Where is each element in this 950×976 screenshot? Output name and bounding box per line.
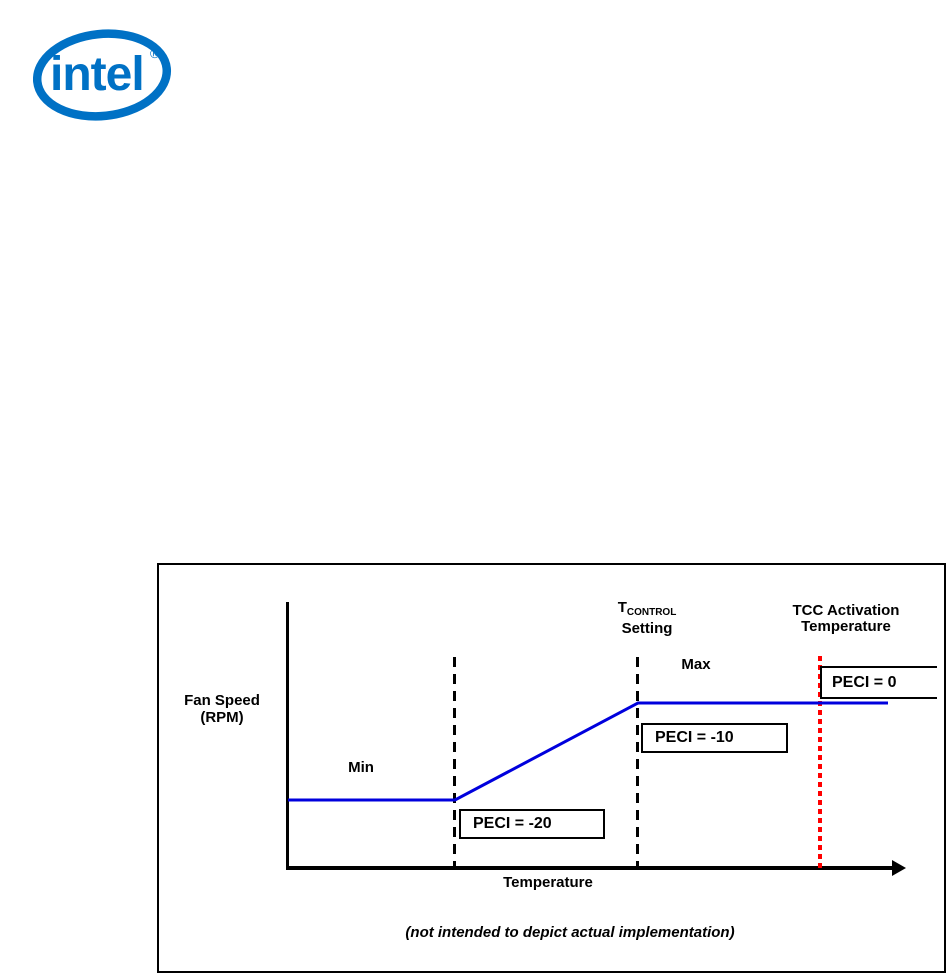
tcc-activation-label: [785, 603, 907, 635]
y-axis-label: [168, 692, 276, 726]
peci-minus10-box: [641, 723, 788, 753]
tcontrol-label-line2: Setting: [621, 620, 673, 637]
registered-trademark-icon: ®: [150, 46, 160, 61]
tcc-activation-label-line2: Temperature: [801, 618, 891, 635]
tcontrol-symbol: T: [617, 599, 627, 616]
y-axis-label-line2: (RPM): [200, 709, 244, 726]
peci-minus20-text: PECI = -20: [473, 815, 552, 832]
intel-logo: [33, 27, 175, 123]
figure-caption: (not intended to depict actual implementation): [405, 924, 735, 941]
peci-minus20-box: [459, 809, 605, 839]
peci-zero-box: [820, 666, 937, 699]
y-axis-label-line1: Fan Speed: [184, 692, 260, 709]
peci-minus10-text: PECI = -10: [655, 729, 734, 746]
tcontrol-subscript: CONTROL: [626, 607, 677, 618]
tcontrol-label: [597, 600, 697, 637]
fan-speed-polyline: [288, 703, 888, 800]
intel-logo-wordmark: intel: [50, 48, 144, 101]
peci-zero-text: PECI = 0: [832, 673, 897, 691]
min-region-label: Min: [348, 759, 374, 776]
max-region-label: Max: [681, 656, 711, 673]
tcc-activation-label-line1: TCC Activation: [792, 602, 900, 619]
tcontrol-label-line1: [597, 600, 697, 621]
x-axis-label: Temperature: [503, 874, 593, 891]
